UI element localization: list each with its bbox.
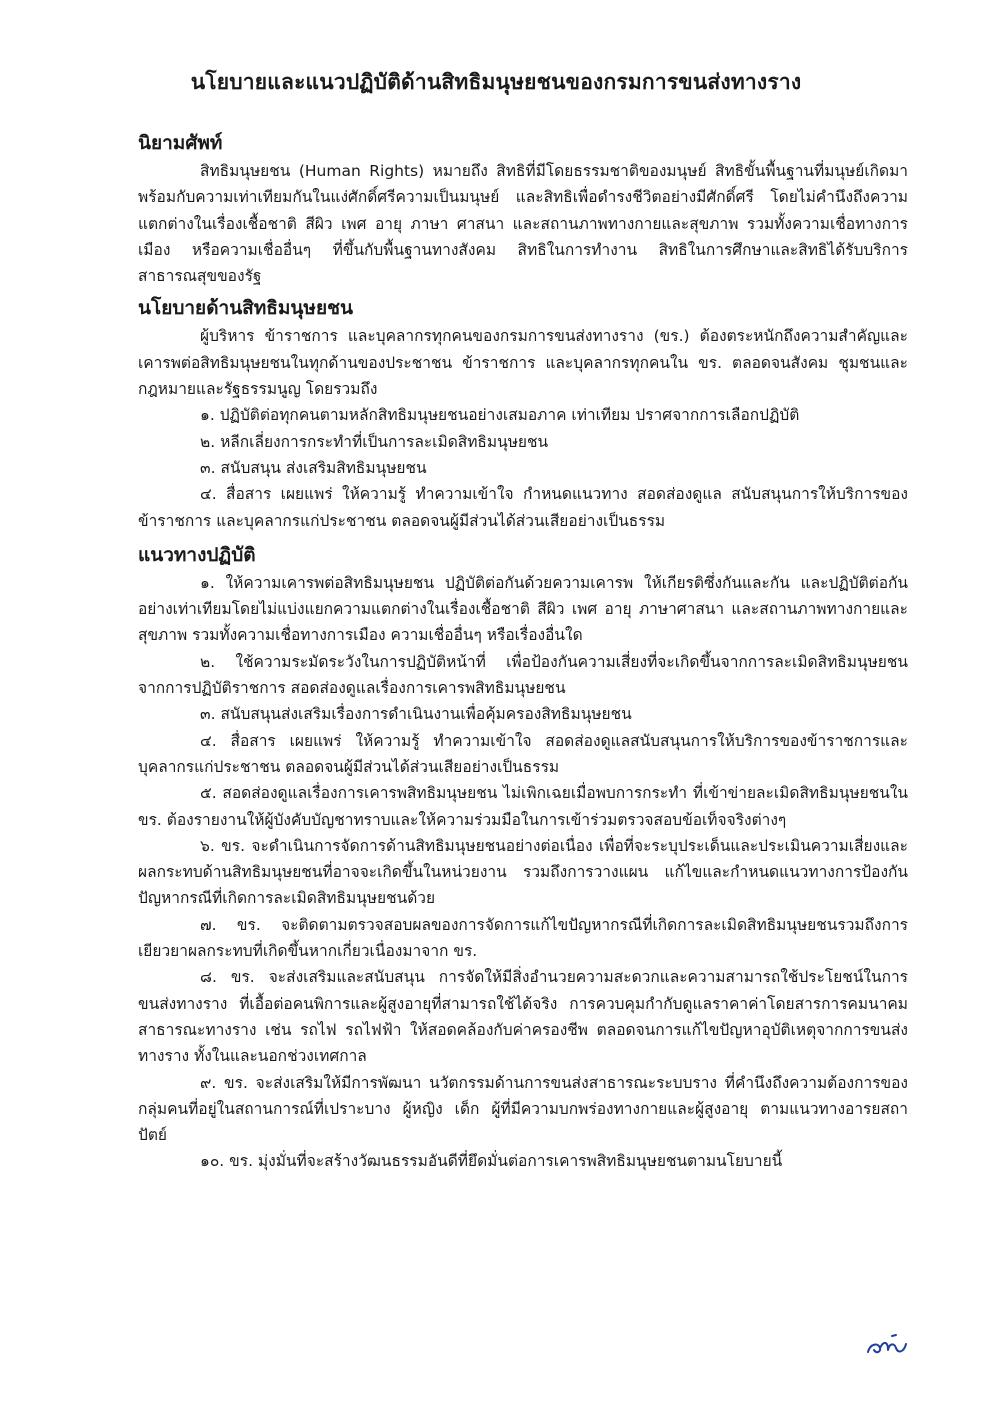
section-guidelines bbox=[138, 540, 908, 1175]
section-heading-guidelines: แนวทางปฏิบัติ bbox=[138, 543, 256, 566]
policy-item: ๑. ปฏิบัติต่อทุกคนตามหลักสิทธิมนุษยชนอย่างเสมอภาค เท่าเทียม ปราศจากการเลือกปฏิบัติ bbox=[200, 406, 800, 425]
paragraph: สิทธิมนุษยชน (Human Rights) หมายถึง สิทธิที่มีโดยธรรมชาติของมนุษย์ สิทธิขั้นพื้นฐานที่มนุษย์เกิดมาพร้อมกับความเท่าเทียมกันในแง่ศักดิ์ศรีความเป็นมนุษย์ และสิทธิเพื่อดำรงชีวิตอย่างมีศักดิ์ศรี โดยไม่คำนึงถึงความแตกต่างในเรื่องเชื้อชาติ สีผิว เพศ อายุ ภาษา ศาสนา และสถานภาพทางกายและสุขภาพ รวมทั้งความเชื่อทางการเมือง หรือความเชื่ออื่นๆ ที่ขึ้นกับพื้นฐานทางสังคม สิทธิในการทำงาน สิทธิในการศึกษาและสิทธิได้รับบริการสาธารณสุขของรัฐ bbox=[138, 162, 908, 286]
paragraph: ผู้บริหาร ข้าราชการ และบุคลากรทุกคนของกรมการขนส่งทางราง (ขร.) ต้องตระหนักถึงความสำคัญและเคารพต่อสิทธิมนุษยชนในทุกด้านของประชาชน ข้าราชการ และบุคลากรทุกคนใน ขร. ตลอดจนสังคม ชุมชนและกฎหมายและรัฐธรรมนูญ โดยรวมถึง bbox=[138, 327, 908, 399]
section-definitions bbox=[138, 128, 908, 289]
policy-item: ๒. หลีกเลี่ยงการกระทำที่เป็นการละเมิดสิทธิมนุษยชน bbox=[200, 432, 549, 451]
guideline-item: ๔. สื่อสาร เผยแพร่ ให้ความรู้ ทำความเข้าใจ สอดส่องดูแลสนับสนุนการให้บริการของข้าราชการและบุคลากรแก่ประชาชน ตลอดจนผู้มีส่วนได้ส่วนเสียอย่างเป็นธรรม bbox=[138, 731, 908, 776]
policy-item: ๔. สื่อสาร เผยแพร่ ให้ความรู้ ทำความเข้าใจ กำหนดแนวทาง สอดส่องดูแล สนับสนุนการให้บริการของข้าราชการ และบุคลากรแก่ประชาชน ตลอดจนผู้มีส่วนได้ส่วนเสียอย่างเป็นธรรม bbox=[138, 485, 908, 530]
policy-item: ๓. สนับสนุน ส่งเสริมสิทธิมนุษยชน bbox=[200, 458, 427, 477]
guideline-item: ๙. ขร. จะส่งเสริมให้มีการพัฒนา นวัตกรรมด้านการขนส่งสาธารณะระบบราง ที่คำนึงถึงความต้องการของกลุ่มคนที่อยู่ในสถานการณ์ที่เปราะบาง ผู้หญิง เด็ก ผู้ที่มีความบกพร่องทางกายและผู้สูงอายุ ตามแนวทางอารยสถาปัตย์ bbox=[138, 1073, 908, 1145]
section-heading-definitions: นิยามศัพท์ bbox=[138, 132, 223, 154]
signature-mark bbox=[862, 1330, 910, 1362]
guideline-item: ๓. สนับสนุนส่งเสริมเรื่องการดำเนินงานเพื่อคุ้มครองสิทธิมนุษยชน bbox=[200, 705, 632, 724]
guideline-item: ๕. สอดส่องดูแลเรื่องการเคารพสิทธิมนุษยชน ไม่เพิกเฉยเมื่อพบการกระทำ ที่เข้าข่ายละเมิดสิทธิมนุษยชนใน ขร. ต้องรายงานให้ผู้บังคับบัญชาทราบและให้ความร่วมมือในการเข้าร่วมตรวจสอบข้อเท็จจริงต่างๆ bbox=[138, 784, 908, 829]
section-heading-policy: นโยบายด้านสิทธิมนุษยชน bbox=[138, 297, 353, 320]
guideline-item: ๑๐. ขร. มุ่งมั่นที่จะสร้างวัฒนธรรมอันดีที่ยึดมั่นต่อการเคารพสิทธิมนุษยชนตามนโยบายนี้ bbox=[200, 1152, 783, 1171]
guideline-item: ๒. ใช้ความระมัดระวังในการปฏิบัติหน้าที่ เพื่อป้องกันความเสี่ยงที่จะเกิดขึ้นจากการละเมิดสิทธิมนุษยชน จากการปฏิบัติราชการ สอดส่องดูแลเรื่องการเคารพสิทธิมนุษยชน bbox=[138, 652, 908, 698]
document-title: นโยบายและแนวปฏิบัติด้านสิทธิมนุษยชนของกรมการขนส่งทางราง bbox=[190, 70, 802, 94]
handwritten-initial-icon bbox=[862, 1330, 910, 1362]
guideline-item: ๘. ขร. จะส่งเสริมและสนับสนุน การจัดให้มีสิ่งอำนวยความสะดวกและความสามารถใช้ประโยชน์ในการขนส่งทางราง ที่เอื้อต่อคนพิการและผู้สูงอายุที่สามารถใช้ได้จริง การควบคุมกำกับดูแลราคาค่าโดยสารการคมนาคมสาธารณะทางราง เช่น รถไฟ รถไฟฟ้า ให้สอดคล้องกับค่าครองชีพ ตลอดจนการแก้ไขปัญหาอุบัติเหตุจากการขนส่งทางราง ทั้งในและนอกช่วงเทศกาล bbox=[138, 968, 908, 1066]
document-body bbox=[138, 128, 908, 1175]
guideline-item: ๑. ให้ความเคารพต่อสิทธิมนุษยชน ปฏิบัติต่อกันด้วยความเคารพ ให้เกียรติซึ่งกันและกัน และปฏิบัติต่อกันอย่างเท่าเทียมโดยไม่แบ่งแยกความแตกต่างในเรื่องเชื้อชาติ สีผิว เพศ อายุ ภาษาศาสนา และสถานภาพทางกายและสุขภาพ รวมทั้งความเชื่อทางการเมือง ความเชื่ออื่นๆ หรือเรื่องอื่นใด bbox=[138, 573, 908, 645]
guideline-item: ๖. ขร. จะดำเนินการจัดการด้านสิทธิมนุษยชนอย่างต่อเนื่อง เพื่อที่จะระบุประเด็นและประเมินความเสี่ยงและผลกระทบด้านสิทธิมนุษยชนที่อาจจะเกิดขึ้นในหน่วยงาน รวมถึงการวางแผน แก้ไขและกำหนดแนวทางการป้องกันปัญหากรณีที่เกิดการละเมิดสิทธิมนุษยชนด้วย bbox=[138, 836, 908, 908]
section-policy bbox=[138, 293, 908, 533]
guideline-item: ๗. ขร. จะติดตามตรวจสอบผลของการจัดการแก้ไขปัญหากรณีที่เกิดการละเมิดสิทธิมนุษยชนรวมถึงการเยียวยาผลกระทบที่เกิดขึ้นหากเกี่ยวเนื่องมาจาก ขร. bbox=[138, 915, 908, 961]
